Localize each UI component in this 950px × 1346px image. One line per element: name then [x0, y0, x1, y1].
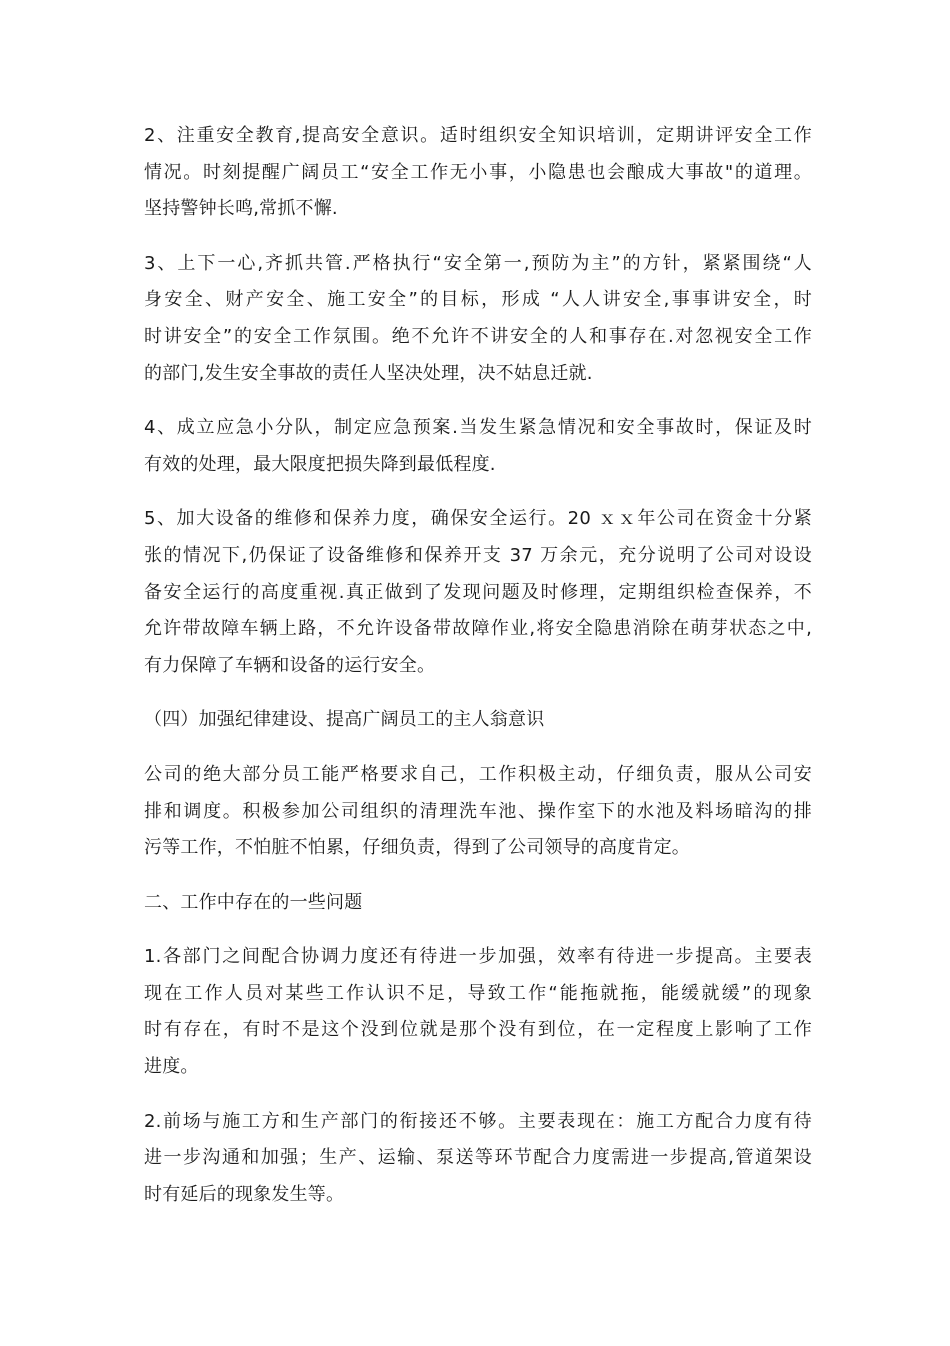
- paragraph-line: 的部门,发生安全事故的责任人坚决处理，决不姑息迁就.: [144, 362, 593, 384]
- paragraph-line: 3、上下一心,齐抓共管.严格执行“安全第一,预防为主”的方针，紧紧围绕“人: [144, 252, 812, 274]
- paragraph-line: 1.各部门之间配合协调力度还有待进一步加强，效率有待进一步提高。主要表: [144, 946, 812, 968]
- paragraph-line: 时有延后的现象发生等。: [144, 1183, 345, 1205]
- paragraph-line: 2、注重安全教育,提高安全意识。适时组织安全知识培训，定期讲评安全工作: [144, 125, 812, 146]
- paragraph-line: 进一步沟通和加强；生产、运输、泵送等环节配合力度需进一步提高,管道架设: [144, 1147, 812, 1169]
- paragraph-line: 时讲安全”的安全工作氛围。绝不允许不讲安全的人和事存在.对忽视安全工作: [144, 325, 812, 347]
- paragraph-section-4-body: [144, 757, 812, 867]
- paragraph-line: 现在工作人员对某些工作认识不足，导致工作“能拖就拖，能缓就缓”的现象: [144, 982, 812, 1004]
- paragraph-line: 2.前场与施工方和生产部门的衔接还不够。主要表现在：施工方配合力度有待: [144, 1110, 812, 1132]
- paragraph-line: 排和调度。积极参加公司组织的清理洗车池、操作室下的水池及料场暗沟的排: [144, 800, 812, 822]
- document-body: [144, 118, 812, 1231]
- paragraph-line: 5、加大设备的维修和保养力度，确保安全运行。20 ｘｘ年公司在资金十分紧: [144, 508, 812, 530]
- paragraph-line: 污等工作，不怕脏不怕累，仔细负责，得到了公司领导的高度肯定。: [144, 837, 690, 859]
- paragraph-line: 进度。: [144, 1056, 199, 1078]
- paragraph-problem-2: [144, 1104, 812, 1214]
- paragraph-line: 允许带故障车辆上路，不允许设备带故障作业,将安全隐患消除在萌芽状态之中,: [144, 618, 812, 640]
- paragraph-line: （四）加强纪律建设、提高广阔员工的主人翁意识: [144, 709, 545, 731]
- paragraph-line: 有效的处理，最大限度把损失降到最低程度.: [144, 453, 496, 475]
- paragraph-item-5: [144, 501, 812, 684]
- paragraph-line: 二、工作中存在的一些问题: [144, 891, 363, 913]
- paragraph-line: 时有存在，有时不是这个没到位就是那个没有到位，在一定程度上影响了工作: [144, 1019, 812, 1041]
- paragraph-line: 坚持警钟长鸣,常抓不懈.: [144, 198, 338, 220]
- paragraph-item-4: [144, 410, 812, 483]
- paragraph-line: 身安全、财产安全、施工安全”的目标，形成 “人人讲安全,事事讲安全，时: [144, 289, 812, 311]
- paragraph-problem-1: [144, 939, 812, 1085]
- paragraph-line: 有力保障了车辆和设备的运行安全。: [144, 654, 436, 676]
- paragraph-line: 4、成立应急小分队，制定应急预案.当发生紧急情况和安全事故时，保证及时: [144, 417, 812, 439]
- paragraph-line: 情况。时刻提醒广阔员工“安全工作无小事，小隐患也会酿成大事故"的道理。: [144, 161, 812, 183]
- paragraph-line: 备安全运行的高度重视.真正做到了发现问题及时修理，定期组织检查保养，不: [144, 581, 812, 603]
- paragraph-section-4-heading: [144, 702, 812, 739]
- paragraph-part-2-heading: [144, 885, 812, 922]
- paragraph-line: 张的情况下,仍保证了设备维修和保养开支 37 万余元，充分说明了公司对设设: [144, 544, 812, 566]
- paragraph-item-2: [144, 118, 812, 228]
- paragraph-item-3: [144, 246, 812, 392]
- paragraph-line: 公司的绝大部分员工能严格要求自己，工作积极主动，仔细负责，服从公司安: [144, 763, 812, 785]
